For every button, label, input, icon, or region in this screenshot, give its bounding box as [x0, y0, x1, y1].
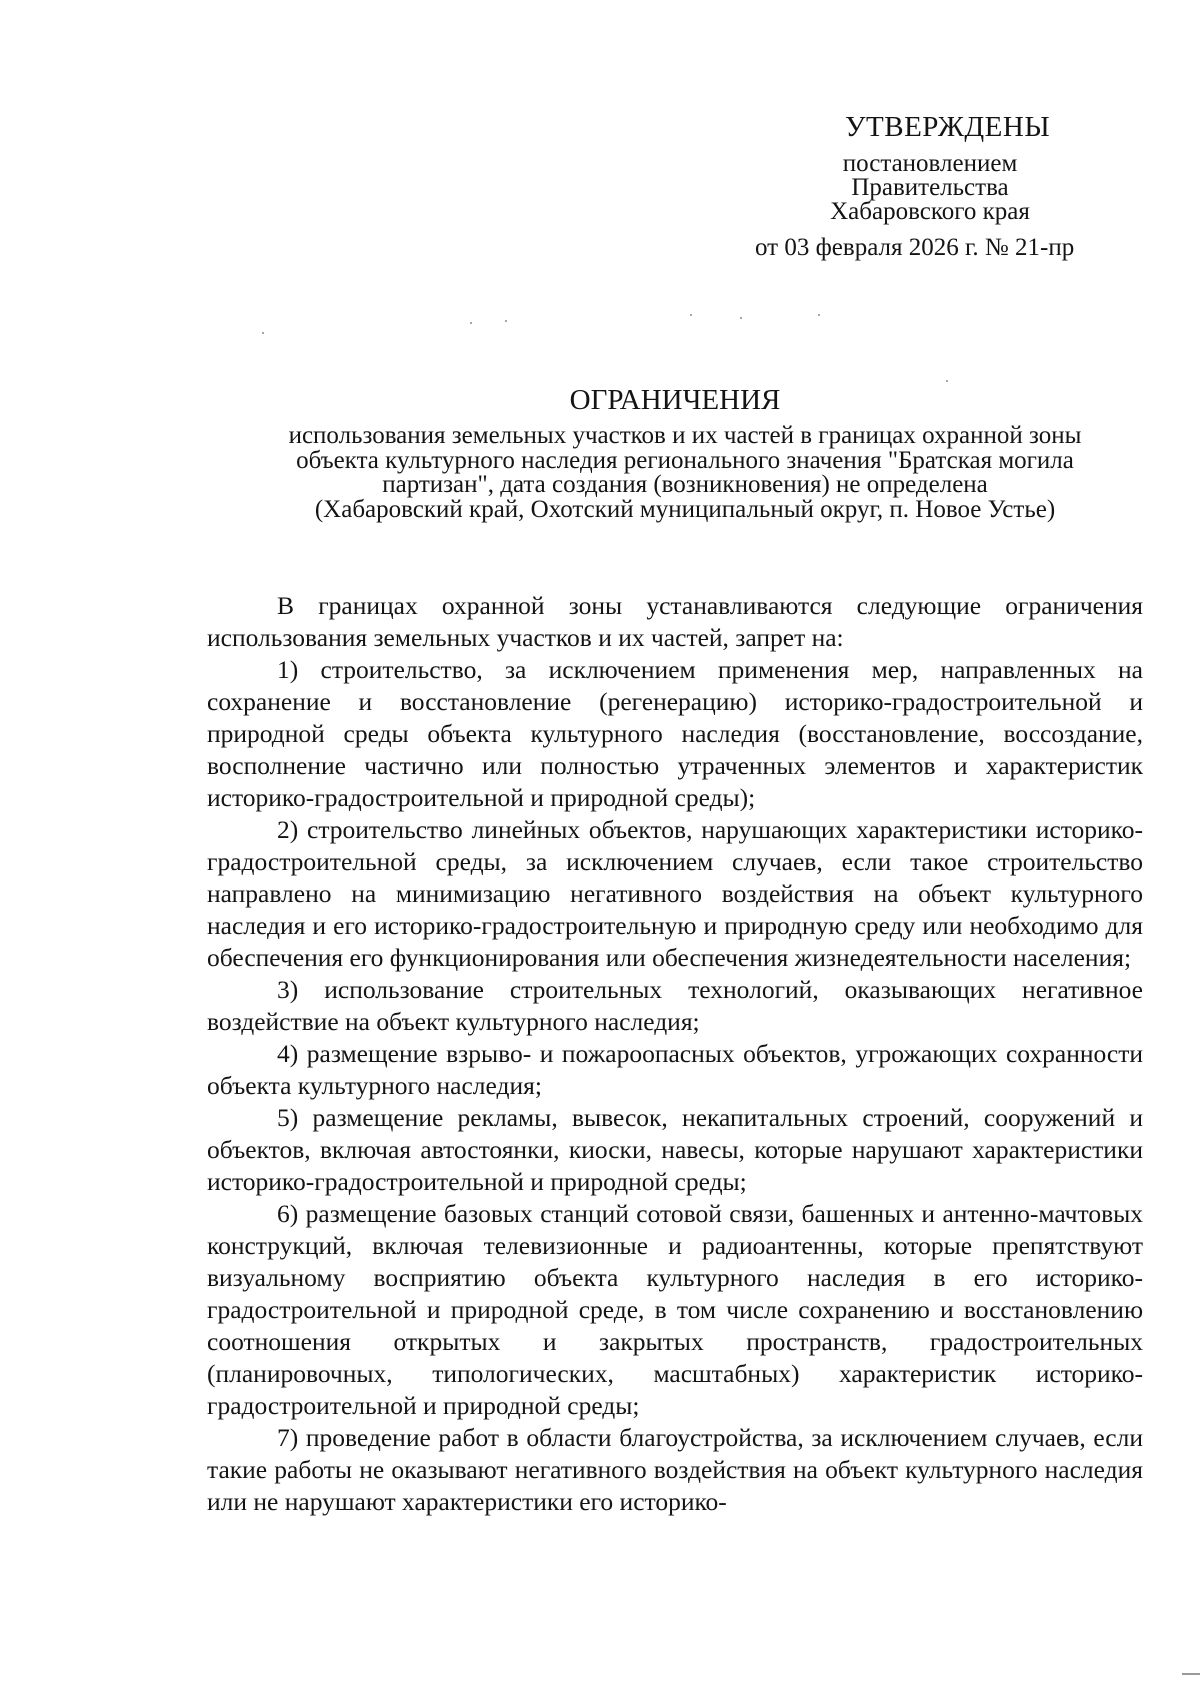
restriction-item-4: 4) размещение взрыво- и пожароопасных объектов, угрожающих сохранности объекта культурного наследия; [207, 1039, 1143, 1100]
approval-title: УТВЕРЖДЕНЫ [845, 111, 1051, 143]
scan-speck [690, 314, 692, 316]
restriction-item-5: 5) размещение рекламы, вывесок, некапитальных строений, сооружений и объектов, включая автостоянки, киоски, навесы, которые нарушают характеристики историко-градостроительной и природной среды; [207, 1103, 1143, 1196]
intro-paragraph: В границах охранной зоны устанавливаются следующие ограничения использования земельных участков и их частей, запрет на: [207, 591, 1143, 652]
document-body [207, 590, 1143, 1518]
scan-speck [505, 320, 507, 322]
scan-speck [946, 380, 948, 382]
scan-speck [818, 314, 820, 316]
subtitle-line: партизан", дата создания (возникновения) не определена [382, 471, 988, 498]
subtitle-line: использования земельных участков и их частей в границах охранной зоны [288, 422, 1082, 449]
restriction-item-2: 2) строительство линейных объектов, нарушающих характеристики историко-градостроительной среды, за исключением случаев, если такое строительство направлено на минимизацию негативного воздействия на объект культурного наследия и его историко-градостроительную и природную среду или необходимо для обеспечения его функционирования или обеспечения жизнедеятельности населения; [207, 815, 1143, 972]
restriction-item-7: 7) проведение работ в области благоустройства, за исключением случаев, если такие работы не оказывают негативного воздействия на объект культурного наследия или не нарушают характеристики его историко- [207, 1423, 1143, 1516]
document-title: ОГРАНИЧЕНИЯ [569, 384, 781, 416]
restriction-item-6: 6) размещение базовых станций сотовой связи, башенных и антенно-мачтовых конструкций, включая телевизионные и радиоантенны, которые препятствуют визуальному восприятию объекта культурного наследия в его историко-градостроительной и природной среде, в том числе сохранению и восстановлению соотношения открытых и закрытых пространств, градостроительных (планировочных, типологических, масштабных) характеристик историко-градостроительной и природной среды; [207, 1199, 1143, 1420]
approval-line-1: постановлением [842, 150, 1018, 177]
restriction-item-3: 3) использование строительных технологий, оказывающих негативное воздействие на объект культурного наследия; [207, 975, 1143, 1036]
subtitle-line: (Хабаровский край, Охотский муниципальный округ, п. Новое Устье) [314, 495, 1056, 523]
scan-mark [1182, 1673, 1200, 1675]
scan-speck [740, 317, 742, 319]
scan-speck [262, 332, 264, 334]
scan-speck [470, 322, 472, 324]
approval-line-3: Хабаровского края [830, 198, 1030, 225]
approval-date: от 03 февраля 2026 г. № 21-пр [755, 234, 1075, 261]
restriction-item-1: 1) строительство, за исключением применения мер, направленных на сохранение и восстановление (регенерацию) историко-градостроительной и природной среды объекта культурного наследия (восстановление, воссоздание, восполнение частично или полностью утраченных элементов и характеристик историко-градостроительной и природной среды); [207, 655, 1143, 812]
subtitle-line: объекта культурного наследия регионального значения "Братская могила [296, 446, 1074, 474]
document-subtitle [200, 424, 1170, 522]
approval-line-2: Правительства [851, 174, 1009, 201]
